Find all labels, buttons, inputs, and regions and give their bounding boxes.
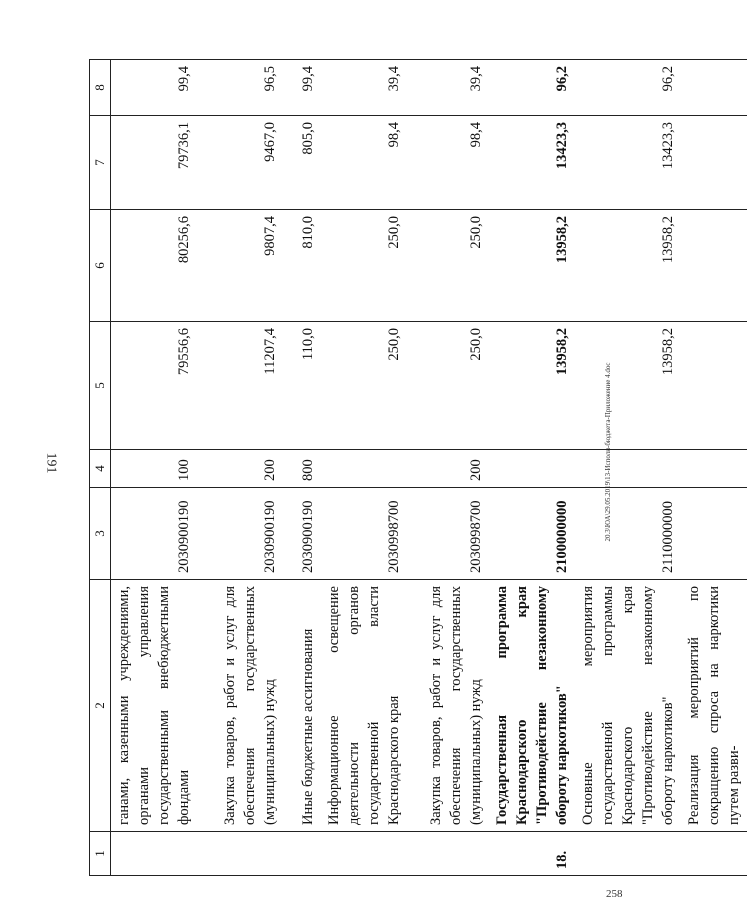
row-number: 18. bbox=[489, 832, 575, 876]
row-value-7: 9467,0 bbox=[197, 116, 283, 210]
row-value-5: 13958,2 bbox=[489, 322, 575, 450]
row-expense-type bbox=[575, 450, 681, 488]
row-value-8: 96,2 bbox=[489, 60, 575, 116]
row-target-code: 2030900190 bbox=[283, 488, 321, 580]
header-col-2: 2 bbox=[90, 580, 111, 832]
row-value-5 bbox=[681, 322, 747, 450]
header-col-6: 6 bbox=[90, 210, 111, 322]
table-row bbox=[197, 60, 283, 876]
row-expense-type: 200 bbox=[197, 450, 283, 488]
table-row bbox=[110, 60, 197, 876]
row-value-8: 99,4 bbox=[110, 60, 197, 116]
row-number bbox=[197, 832, 283, 876]
header-row bbox=[90, 60, 111, 876]
row-value-8: 96,2 bbox=[575, 60, 681, 116]
row-expense-type bbox=[681, 450, 747, 488]
row-number bbox=[407, 832, 489, 876]
row-number bbox=[110, 832, 197, 876]
row-target-code: 2100000000 bbox=[489, 488, 575, 580]
row-target-code bbox=[681, 488, 747, 580]
row-value-5: 110,0 bbox=[283, 322, 321, 450]
row-value-5: 250,0 bbox=[321, 322, 407, 450]
table-row-program bbox=[489, 60, 575, 876]
row-number bbox=[283, 832, 321, 876]
row-value-7: 79736,1 bbox=[110, 116, 197, 210]
row-value-5: 11207,4 bbox=[197, 322, 283, 450]
row-target-code: 2030900190 bbox=[197, 488, 283, 580]
row-value-6: 9807,4 bbox=[197, 210, 283, 322]
table-row bbox=[321, 60, 407, 876]
page-number: 191 bbox=[43, 452, 59, 474]
header-col-3: 3 bbox=[90, 488, 111, 580]
row-number bbox=[321, 832, 407, 876]
row-name: Информационное освещение деятельности органов государственной власти Краснодарского края bbox=[321, 580, 407, 832]
row-expense-type bbox=[489, 450, 575, 488]
header-col-8: 8 bbox=[90, 60, 111, 116]
row-value-6: 13958,2 bbox=[489, 210, 575, 322]
row-value-7: 805,0 bbox=[283, 116, 321, 210]
row-value-7: 98,4 bbox=[321, 116, 407, 210]
table-row bbox=[575, 60, 681, 876]
header-col-1: 1 bbox=[90, 832, 111, 876]
table-row bbox=[283, 60, 321, 876]
row-value-5: 250,0 bbox=[407, 322, 489, 450]
row-value-6: 13958,2 bbox=[575, 210, 681, 322]
row-value-6: 810,0 bbox=[283, 210, 321, 322]
row-target-code: 2030998700 bbox=[407, 488, 489, 580]
row-value-8: 96,5 bbox=[197, 60, 283, 116]
header-col-5: 5 bbox=[90, 322, 111, 450]
row-target-code: 2110000000 bbox=[575, 488, 681, 580]
row-number bbox=[575, 832, 681, 876]
row-target-code: 2030900190 bbox=[110, 488, 197, 580]
row-value-7 bbox=[681, 116, 747, 210]
row-value-6: 250,0 bbox=[321, 210, 407, 322]
row-expense-type: 200 bbox=[407, 450, 489, 488]
row-name: Государственная программа Краснодарского края "Противодействие незаконному обороту наркотиков" bbox=[489, 580, 575, 832]
row-target-code: 2030998700 bbox=[321, 488, 407, 580]
row-value-8: 39,4 bbox=[321, 60, 407, 116]
budget-execution-table bbox=[89, 59, 747, 876]
row-value-8: 39,4 bbox=[407, 60, 489, 116]
row-value-6: 250,0 bbox=[407, 210, 489, 322]
document-file-path: 20.3\ЮА\29.05.2019\13-Исполн-бюджета-Приложение 4.doc bbox=[604, 362, 612, 542]
row-number bbox=[681, 832, 747, 876]
row-name: Реализация мероприятий по сокращению спроса на наркотики путем разви- bbox=[681, 580, 747, 832]
row-expense-type: 800 bbox=[283, 450, 321, 488]
row-value-7: 13423,3 bbox=[575, 116, 681, 210]
row-value-7: 13423,3 bbox=[489, 116, 575, 210]
row-expense-type bbox=[321, 450, 407, 488]
row-expense-type: 100 bbox=[110, 450, 197, 488]
row-value-5: 79556,6 bbox=[110, 322, 197, 450]
header-col-4: 4 bbox=[90, 450, 111, 488]
header-col-7: 7 bbox=[90, 116, 111, 210]
row-name: ганами, казенными учреждениями, органами управления государственными внебюджетными фондами bbox=[110, 580, 197, 832]
row-value-6: 80256,6 bbox=[110, 210, 197, 322]
row-value-6 bbox=[681, 210, 747, 322]
page-corner-number: 258 bbox=[606, 888, 623, 900]
table-row bbox=[681, 60, 747, 876]
row-name: Основные мероприятия государственной программы Краснодарского края "Противодействие незаконному обороту наркотиков" bbox=[575, 580, 681, 832]
row-value-7: 98,4 bbox=[407, 116, 489, 210]
row-name: Закупка товаров, работ и услуг для обеспечения государственных (муниципальных) нужд bbox=[407, 580, 489, 832]
row-value-8 bbox=[681, 60, 747, 116]
row-value-8: 99,4 bbox=[283, 60, 321, 116]
row-name: Иные бюджетные ассигнования bbox=[283, 580, 321, 832]
row-value-5: 13958,2 bbox=[575, 322, 681, 450]
row-name: Закупка товаров, работ и услуг для обеспечения государственных (муниципальных) нужд bbox=[197, 580, 283, 832]
table-row bbox=[407, 60, 489, 876]
